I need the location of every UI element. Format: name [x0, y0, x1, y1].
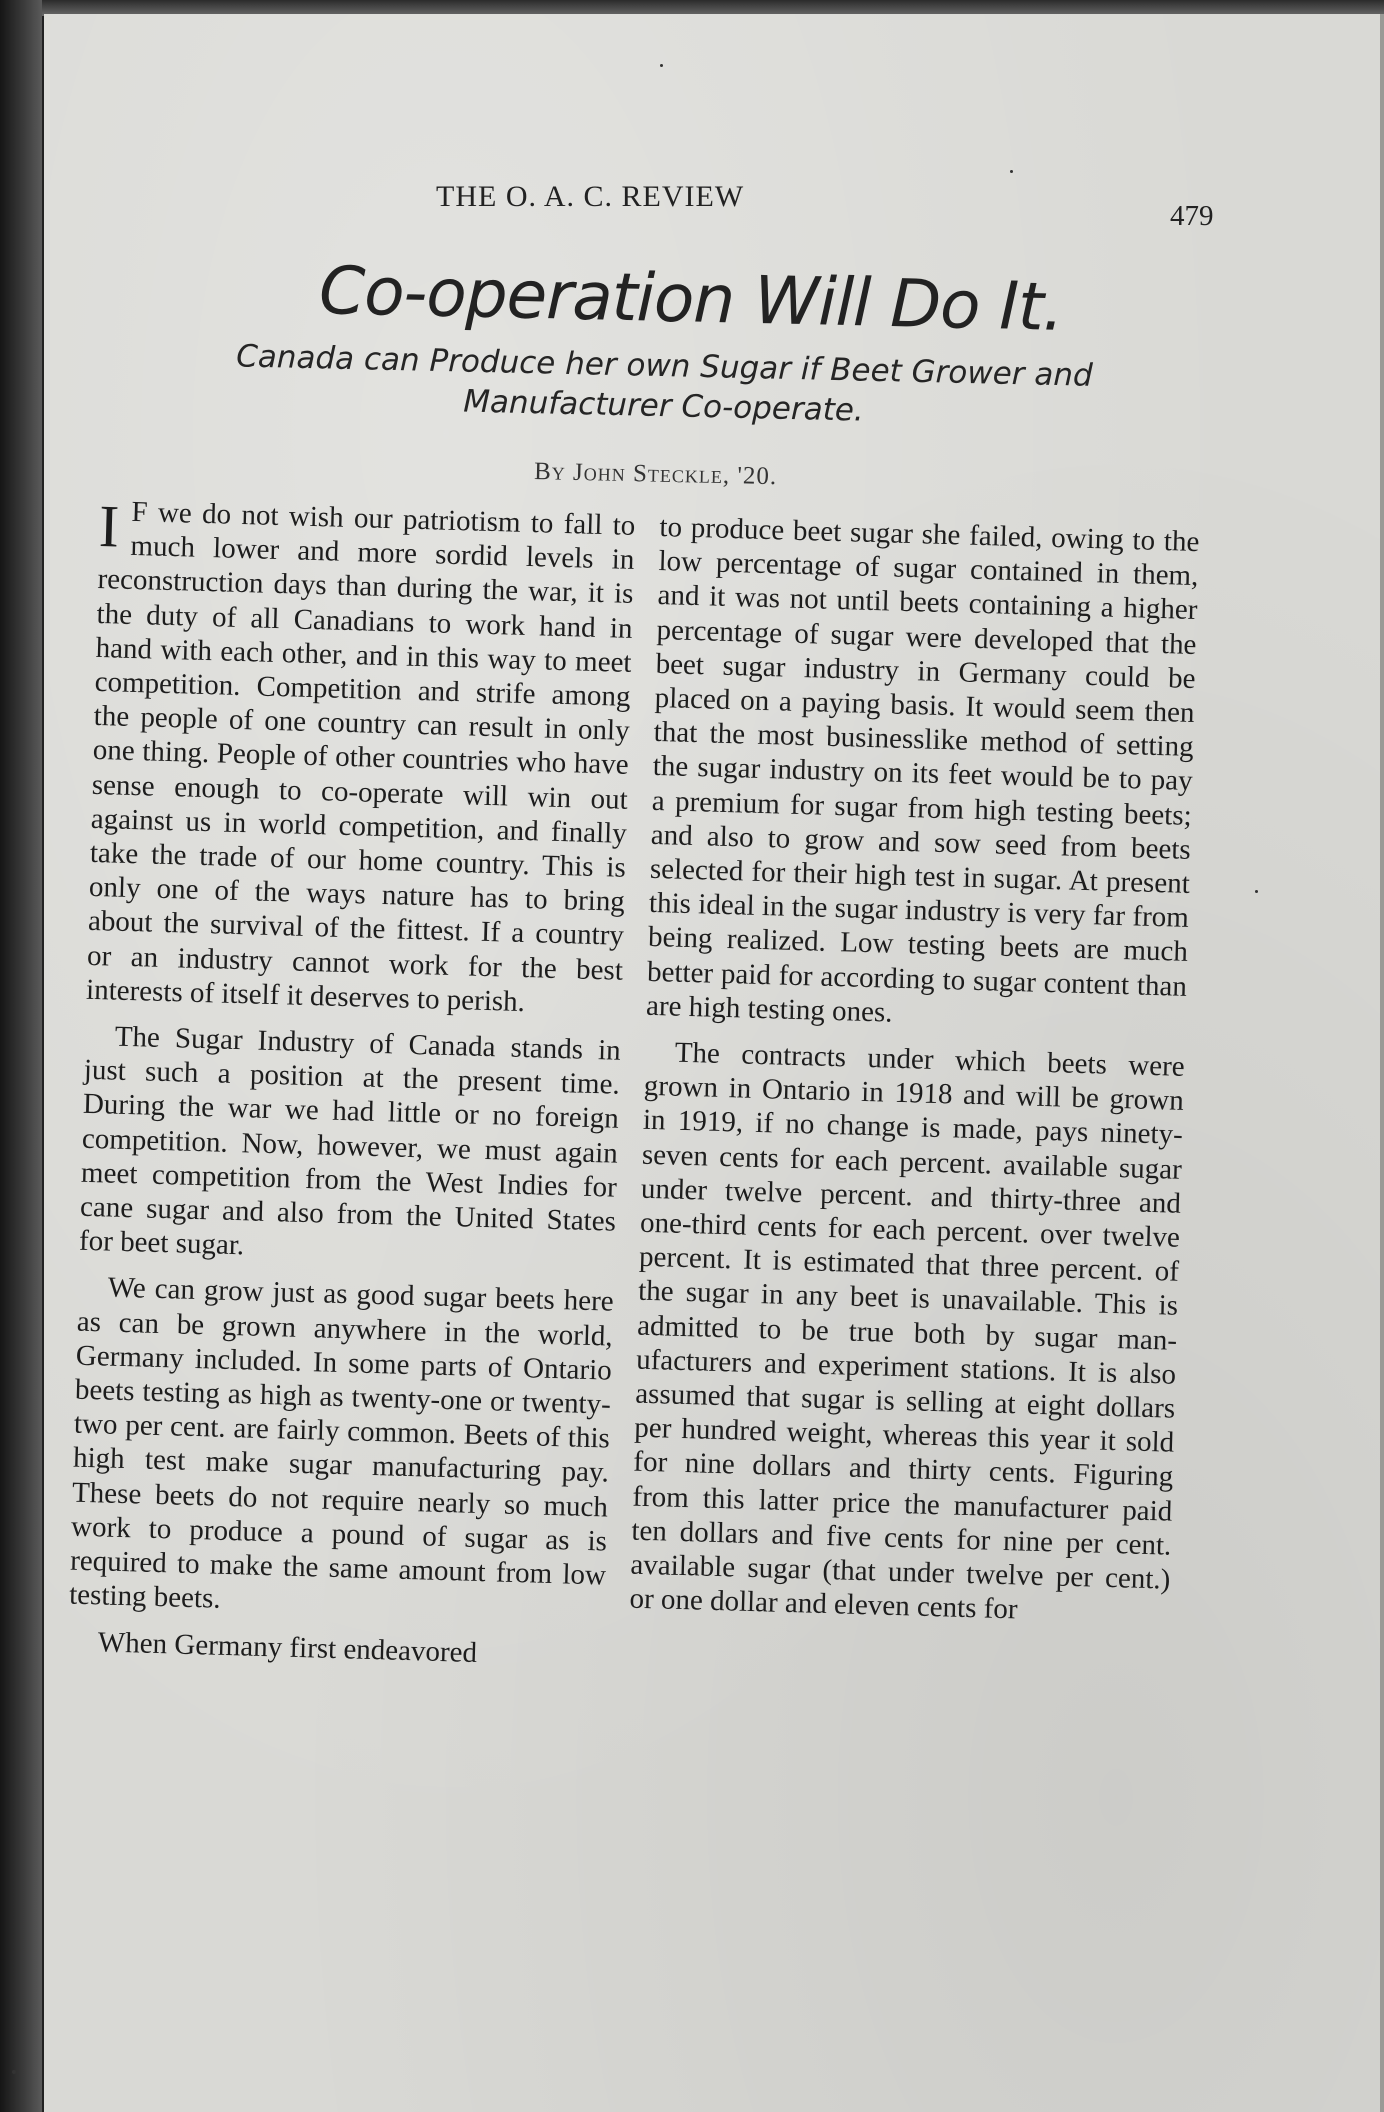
scan-speck [12, 2070, 16, 2074]
article-subtitle: Canada can Produce her own Sugar if Beet Grower and Manufacturer Co-operate. [235, 338, 1094, 429]
scan-speck [660, 64, 663, 67]
page-edge [1380, 14, 1384, 2112]
paragraph: The contracts under which beets were grown in Ontario in 1918 and will be grown in 1919, if no change is made, pays ninety-seven cents for each percent. available sugar under twelve percent. and thirty-three and one-third cents for each percent. over twelve percent. It is estimated that three percent. of the sugar in any beet is unavailable. This is admitted to be true both by sugar manufacturers and experiment stations. It is also assumed that sugar is selling at eight dollars per hundred weight, whereas this year it sold for nine dollars and thirty cents. Figuring from this latter price the manufacturer paid ten dollars and five cents for nine per cent. available sugar (that under twelve per cent.) or one dollar and eleven cents for [629, 1036, 1186, 1626]
paragraph-text: F we do not wish our patriotism to fall to much lower and more sordid levels in reconstruction days than during the war, it is the duty of all Canadians to work hand in hand with each other, and in this way to meet competition. Competition and strife among the people of one country can result in only one thing. People of other countries who have sense enough to co-operate will win out against us in world competition, and finally take the trade of our home country. This is only one of the ways nature has to bring about the survival of the fittest. If a country or an industry cannot work for the best interests of itself it deserves to perish. [85, 495, 636, 1018]
page-number: 479 [1170, 200, 1214, 232]
scan-speck [1010, 170, 1013, 173]
paragraph: to produce beet sugar she failed, owing to the low percentage of sugar contained in them, and it was not until beets containing a higher percentage of sugar were developed that the beet sugar industry in Germany could be placed on a paying basis. It would seem then that the most businesslike method of setting the sugar industry on its feet would be to pay a premium for sugar from high testing beets; and also to grow and sow seed from beets selected for their high test in sugar. At present this ideal in the sugar industry is very far from being realized. Low testing beets are much better paid for according to sugar content than are high testing ones. [645, 510, 1200, 1029]
paragraph: The Sugar Industry of Canada stands in just such a position at the present time. During the war we had little or no foreign competition. Now, however, we must again meet competition from the West Indies for cane sugar and also from the United States for beet sugar. [78, 1020, 622, 1262]
left-column [67, 494, 635, 1673]
running-head: THE O. A. C. REVIEW [436, 180, 745, 213]
paragraph: When Germany first endeavored [97, 1625, 478, 1669]
byline: By John Steckle, '20. [533, 458, 778, 491]
article-title: Co-operation Will Do It. [318, 252, 1064, 346]
scanner-frame-left [0, 0, 42, 2112]
scan-speck [1255, 890, 1258, 893]
right-column [629, 510, 1200, 1631]
drop-cap: I [98, 493, 121, 560]
paragraph [86, 494, 636, 1022]
paragraph: We can grow just as good sugar beets here as can be grown anywhere in the world, Germany included. In some parts of Ontario beets testing as high as twenty-one or twenty-two per cent. are fairly common. Beets of this high test make sugar manufacturing pay. These beets do not require nearly so much work to produce a pound of sugar as is required to make the same amount from low testing beets. [68, 1272, 615, 1616]
